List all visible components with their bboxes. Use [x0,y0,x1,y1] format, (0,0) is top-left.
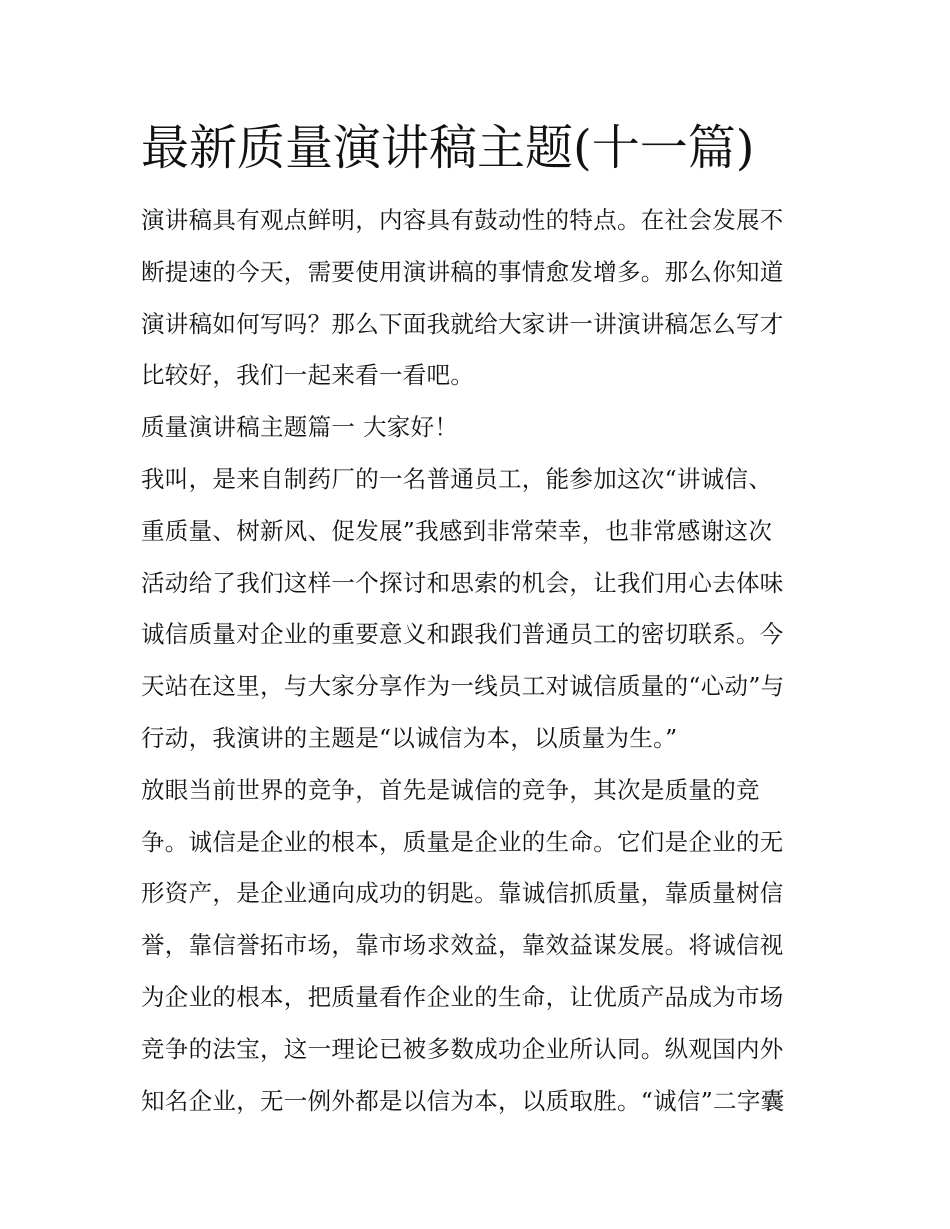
body-line: 放眼当前世界的竞争，首先是诚信的竞争，其次是质量的竞 [141,775,760,804]
body-line: 活动给了我们这样一个探讨和思索的机会，让我们用心去体味 [141,568,784,597]
body-line: 我叫，是来自制药厂的一名普通员工，能参加这次“讲诚信、 [141,464,773,493]
body-line: 比较好，我们一起来看一看吧。 [141,361,475,390]
body-line: 行动，我演讲的主题是“以诚信为本，以质量为生。” [141,723,678,752]
document-body [141,195,821,1127]
body-line: 知名企业，无一例外都是以信为本，以质取胜。“诚信”二字囊 [141,1086,785,1115]
section-heading-line: 质量演讲稿主题篇一 大家好！ [141,413,459,442]
body-line: 争。诚信是企业的根本，质量是企业的生命。它们是企业的无 [141,827,784,856]
body-line: 形资产，是企业通向成功的钥匙。靠诚信抓质量，靠质量树信 [141,879,784,908]
body-line: 誉，靠信誉拓市场，靠市场求效益，靠效益谋发展。将诚信视 [141,931,784,960]
body-line: 竞争的法宝，这一理论已被多数成功企业所认同。纵观国内外 [141,1034,784,1063]
body-line: 演讲稿具有观点鲜明，内容具有鼓动性的特点。在社会发展不 [141,206,784,234]
body-line: 诚信质量对企业的重要意义和跟我们普通员工的密切联系。今 [141,620,784,649]
body-line: 为企业的根本，把质量看作企业的生命，让优质产品成为市场 [141,982,784,1011]
document-title: 最新质量演讲稿主题(十一篇) [141,120,755,176]
body-line: 天站在这里，与大家分享作为一线员工对诚信质量的“心动”与 [141,672,785,701]
body-line: 重质量、树新风、促发展”我感到非常荣幸，也非常感谢这次 [141,516,773,545]
body-line: 演讲稿如何写吗？那么下面我就给大家讲一讲演讲稿怎么写才 [141,309,784,338]
body-line: 断提速的今天，需要使用演讲稿的事情愈发增多。那么你知道 [141,257,784,286]
